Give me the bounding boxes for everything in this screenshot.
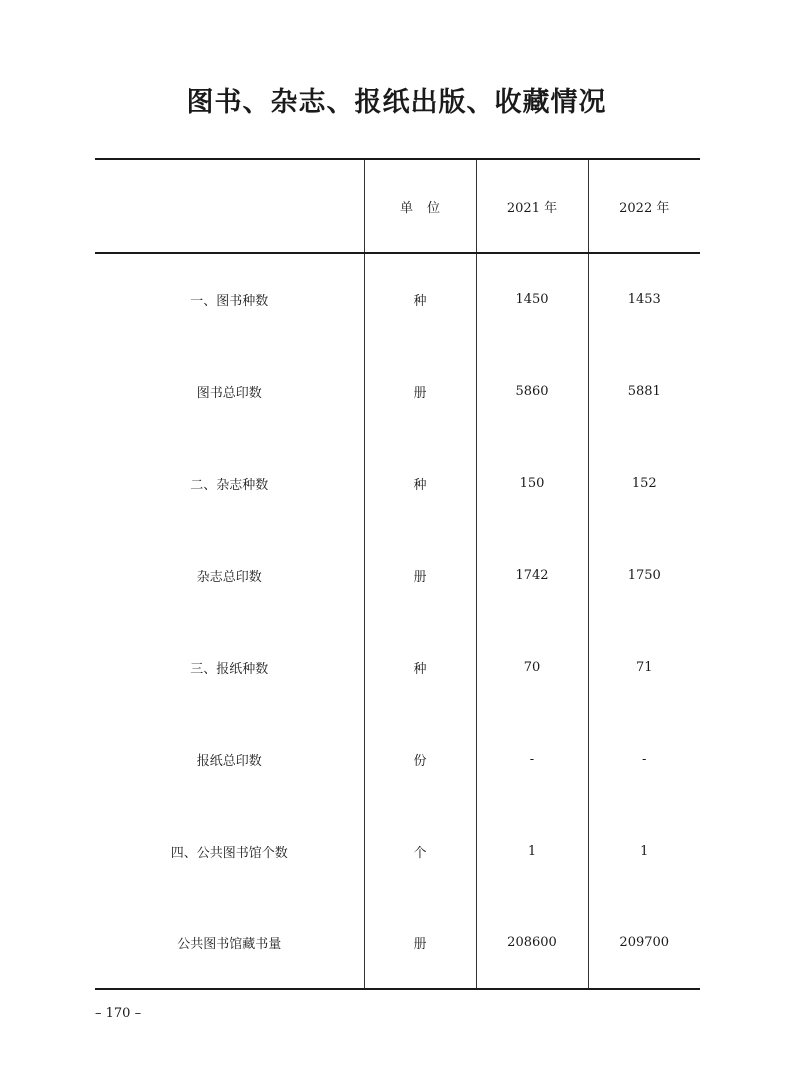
row-item: 四、公共图书馆个数 bbox=[170, 845, 288, 861]
table-row bbox=[95, 805, 700, 897]
table-header-row bbox=[95, 159, 700, 253]
row-value-2022: 71 bbox=[588, 621, 700, 713]
header-unit bbox=[364, 159, 476, 253]
header-item bbox=[95, 159, 364, 253]
header-unit-label: 单位 bbox=[399, 200, 454, 216]
row-item: 二、杂志种数 bbox=[190, 477, 269, 493]
table-row bbox=[95, 713, 700, 805]
row-item: 三、报纸种数 bbox=[190, 661, 269, 677]
row-item: 报纸总印数 bbox=[196, 753, 262, 769]
row-unit: 册 bbox=[364, 897, 476, 989]
row-unit: 种 bbox=[364, 621, 476, 713]
table-row bbox=[95, 529, 700, 621]
table-row bbox=[95, 621, 700, 713]
row-item: 杂志总印数 bbox=[196, 569, 262, 585]
row-value-2021: 70 bbox=[476, 621, 588, 713]
row-value-2022: 152 bbox=[588, 437, 700, 529]
row-value-2021: 5860 bbox=[476, 345, 588, 437]
statistics-table bbox=[95, 158, 700, 990]
row-value-2022: 1453 bbox=[588, 253, 700, 345]
row-value-2021: 1 bbox=[476, 805, 588, 897]
header-year-2021: 2021 年 bbox=[476, 159, 588, 253]
row-value-2021: 208600 bbox=[476, 897, 588, 989]
row-value-2022: 1750 bbox=[588, 529, 700, 621]
row-item: 一、图书种数 bbox=[190, 294, 269, 309]
row-unit: 份 bbox=[364, 713, 476, 805]
row-value-2021: - bbox=[476, 713, 588, 805]
row-unit: 个 bbox=[364, 805, 476, 897]
row-value-2021: 150 bbox=[476, 437, 588, 529]
row-unit: 册 bbox=[364, 529, 476, 621]
row-unit: 种 bbox=[364, 253, 476, 345]
row-item: 公共图书馆藏书量 bbox=[95, 897, 364, 989]
row-value-2021: 1742 bbox=[476, 529, 588, 621]
row-unit: 册 bbox=[364, 345, 476, 437]
row-value-2021: 1450 bbox=[476, 253, 588, 345]
table-row bbox=[95, 253, 700, 345]
row-value-2022: 1 bbox=[588, 805, 700, 897]
header-year-2022: 2022 年 bbox=[588, 159, 700, 253]
row-unit: 种 bbox=[364, 437, 476, 529]
row-value-2022: - bbox=[588, 713, 700, 805]
row-value-2022: 5881 bbox=[588, 345, 700, 437]
table-row bbox=[95, 437, 700, 529]
row-item: 图书总印数 bbox=[196, 385, 262, 401]
table-row bbox=[95, 345, 700, 437]
page-number: – 170 – bbox=[95, 1006, 142, 1021]
page-title: 图书、杂志、报纸出版、收藏情况 bbox=[186, 87, 607, 118]
row-value-2022: 209700 bbox=[588, 897, 700, 989]
table-row bbox=[95, 897, 700, 989]
